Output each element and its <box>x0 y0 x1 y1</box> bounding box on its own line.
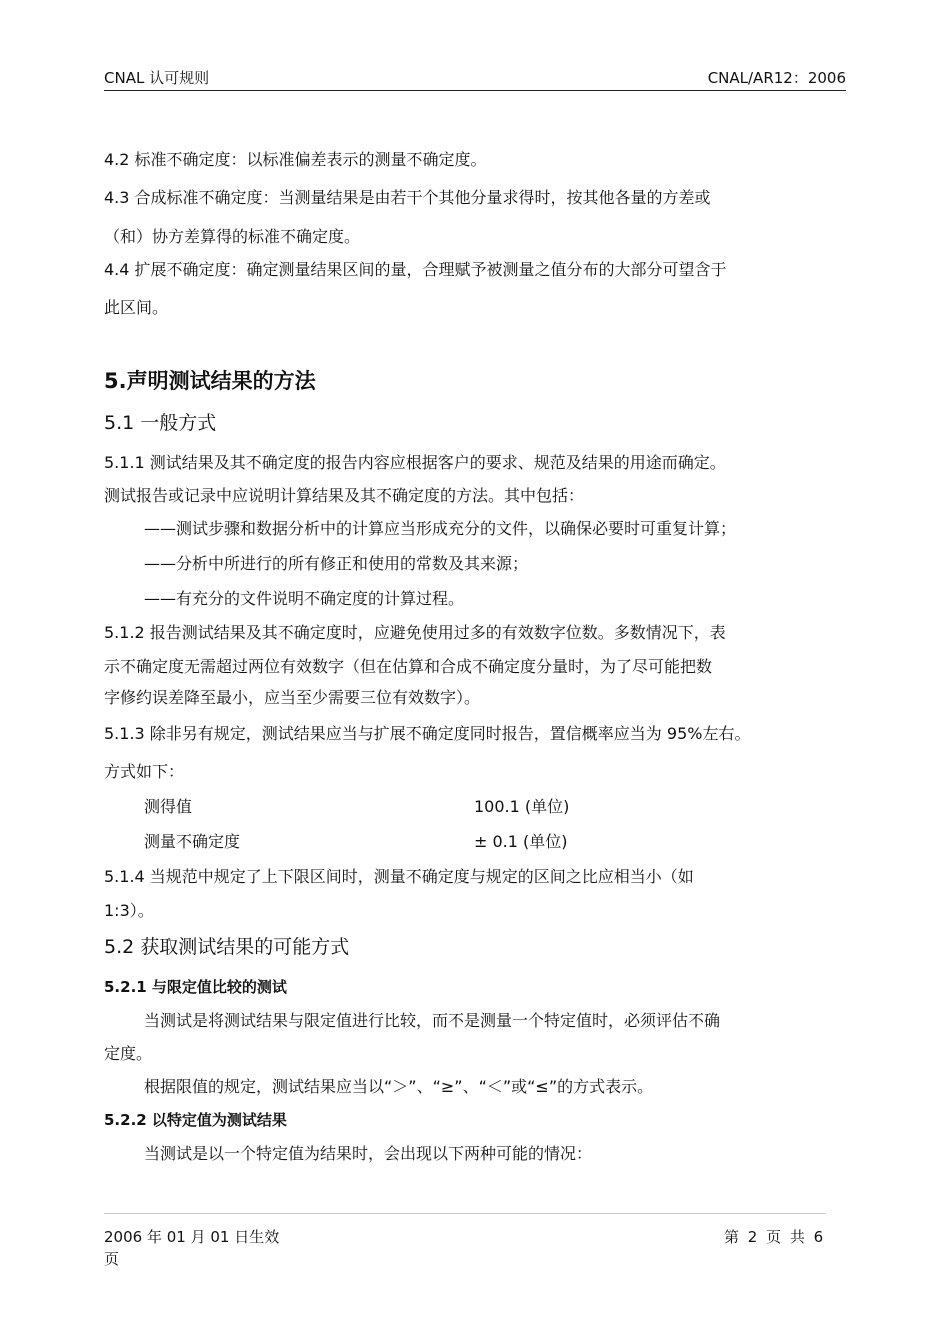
header-right: CNAL/AR12：2006 <box>707 69 846 87</box>
list-item: ——测试步骤和数据分析中的计算应当形成充分的文件，以确保必要时可重复计算； <box>144 519 737 538</box>
paragraph-4-3-cont: （和）协方差算得的标准不确定度。 <box>104 227 361 246</box>
section-heading-5: 5.声明测试结果的方法 <box>104 369 316 393</box>
paragraph-5-1-3: 5.1.3 除非另有规定，测试结果应当与扩展不确定度同时报告，置信概率应当为 95%左右。 <box>104 724 751 743</box>
footer-page-number: 第 2 页 共 6 <box>724 1228 824 1246</box>
paragraph-4-4-cont: 此区间。 <box>104 298 169 317</box>
subheading-5-2-2: 5.2.2 以特定值为测试结果 <box>104 1111 287 1129</box>
paragraph-5-2-1-cont: 定度。 <box>104 1044 153 1063</box>
paragraph-5-2-1-limits: 根据限值的规定，测试结果应当以“＞”、“≥”、“＜”或“≤”的方式表示。 <box>144 1077 654 1096</box>
table-cell-value: ± 0.1 (单位) <box>474 832 568 851</box>
paragraph-5-1-2-cont: 字修约误差降至最小，应当至少需要三位有效数字）。 <box>104 688 481 707</box>
paragraph-5-2-1: 当测试是将测试结果与限定值进行比较，而不是测量一个特定值时，必须评估不确 <box>144 1011 721 1030</box>
table-cell-label: 测得值 <box>144 797 193 816</box>
page-header <box>104 64 846 91</box>
list-item: ——有充分的文件说明不确定度的计算过程。 <box>144 589 465 608</box>
footer-effective-date: 2006 年 01 月 01 日生效 <box>104 1228 280 1246</box>
paragraph-5-1-1: 5.1.1 测试结果及其不确定度的报告内容应根据客户的要求、规范及结果的用途而确定。 <box>104 453 726 472</box>
paragraph-4-4: 4.4 扩展不确定度：确定测量结果区间的量，合理赋予被测量之值分布的大部分可望含于 <box>104 260 727 279</box>
header-left: CNAL 认可规则 <box>104 69 210 87</box>
paragraph-4-3: 4.3 合成标准不确定度：当测量结果是由若干个其他分量求得时，按其他各量的方差或 <box>104 188 711 207</box>
list-item: ——分析中所进行的所有修正和使用的常数及其来源； <box>144 554 529 573</box>
section-heading-5-1: 5.1 一般方式 <box>104 412 217 434</box>
subheading-5-2-1: 5.2.1 与限定值比较的测试 <box>104 978 287 996</box>
table-cell-label: 测量不确定度 <box>144 832 241 851</box>
section-heading-5-2: 5.2 获取测试结果的可能方式 <box>104 936 350 958</box>
paragraph-5-1-4: 5.1.4 当规范中规定了上下限区间时，测量不确定度与规定的区间之比应相当小（如 <box>104 867 694 886</box>
paragraph-5-1-1-cont: 测试报告或记录中应说明计算结果及其不确定度的方法。其中包括： <box>104 486 585 505</box>
footer-page-word: 页 <box>104 1250 120 1268</box>
table-cell-value: 100.1 (单位) <box>474 797 570 816</box>
paragraph-5-1-4-cont: 1:3）。 <box>104 901 154 920</box>
paragraph-5-2-2: 当测试是以一个特定值为结果时，会出现以下两种可能的情况： <box>144 1144 593 1163</box>
paragraph-5-1-3-cont: 方式如下： <box>104 762 185 781</box>
footer-divider <box>104 1213 826 1214</box>
paragraph-5-1-2: 5.1.2 报告测试结果及其不确定度时，应避免使用过多的有效数字位数。多数情况下，表 <box>104 623 726 642</box>
paragraph-4-2: 4.2 标准不确定度：以标准偏差表示的测量不确定度。 <box>104 150 487 169</box>
paragraph-5-1-2-cont: 示不确定度无需超过两位有效数字（但在估算和合成不确定度分量时，为了尽可能把数 <box>104 657 713 676</box>
